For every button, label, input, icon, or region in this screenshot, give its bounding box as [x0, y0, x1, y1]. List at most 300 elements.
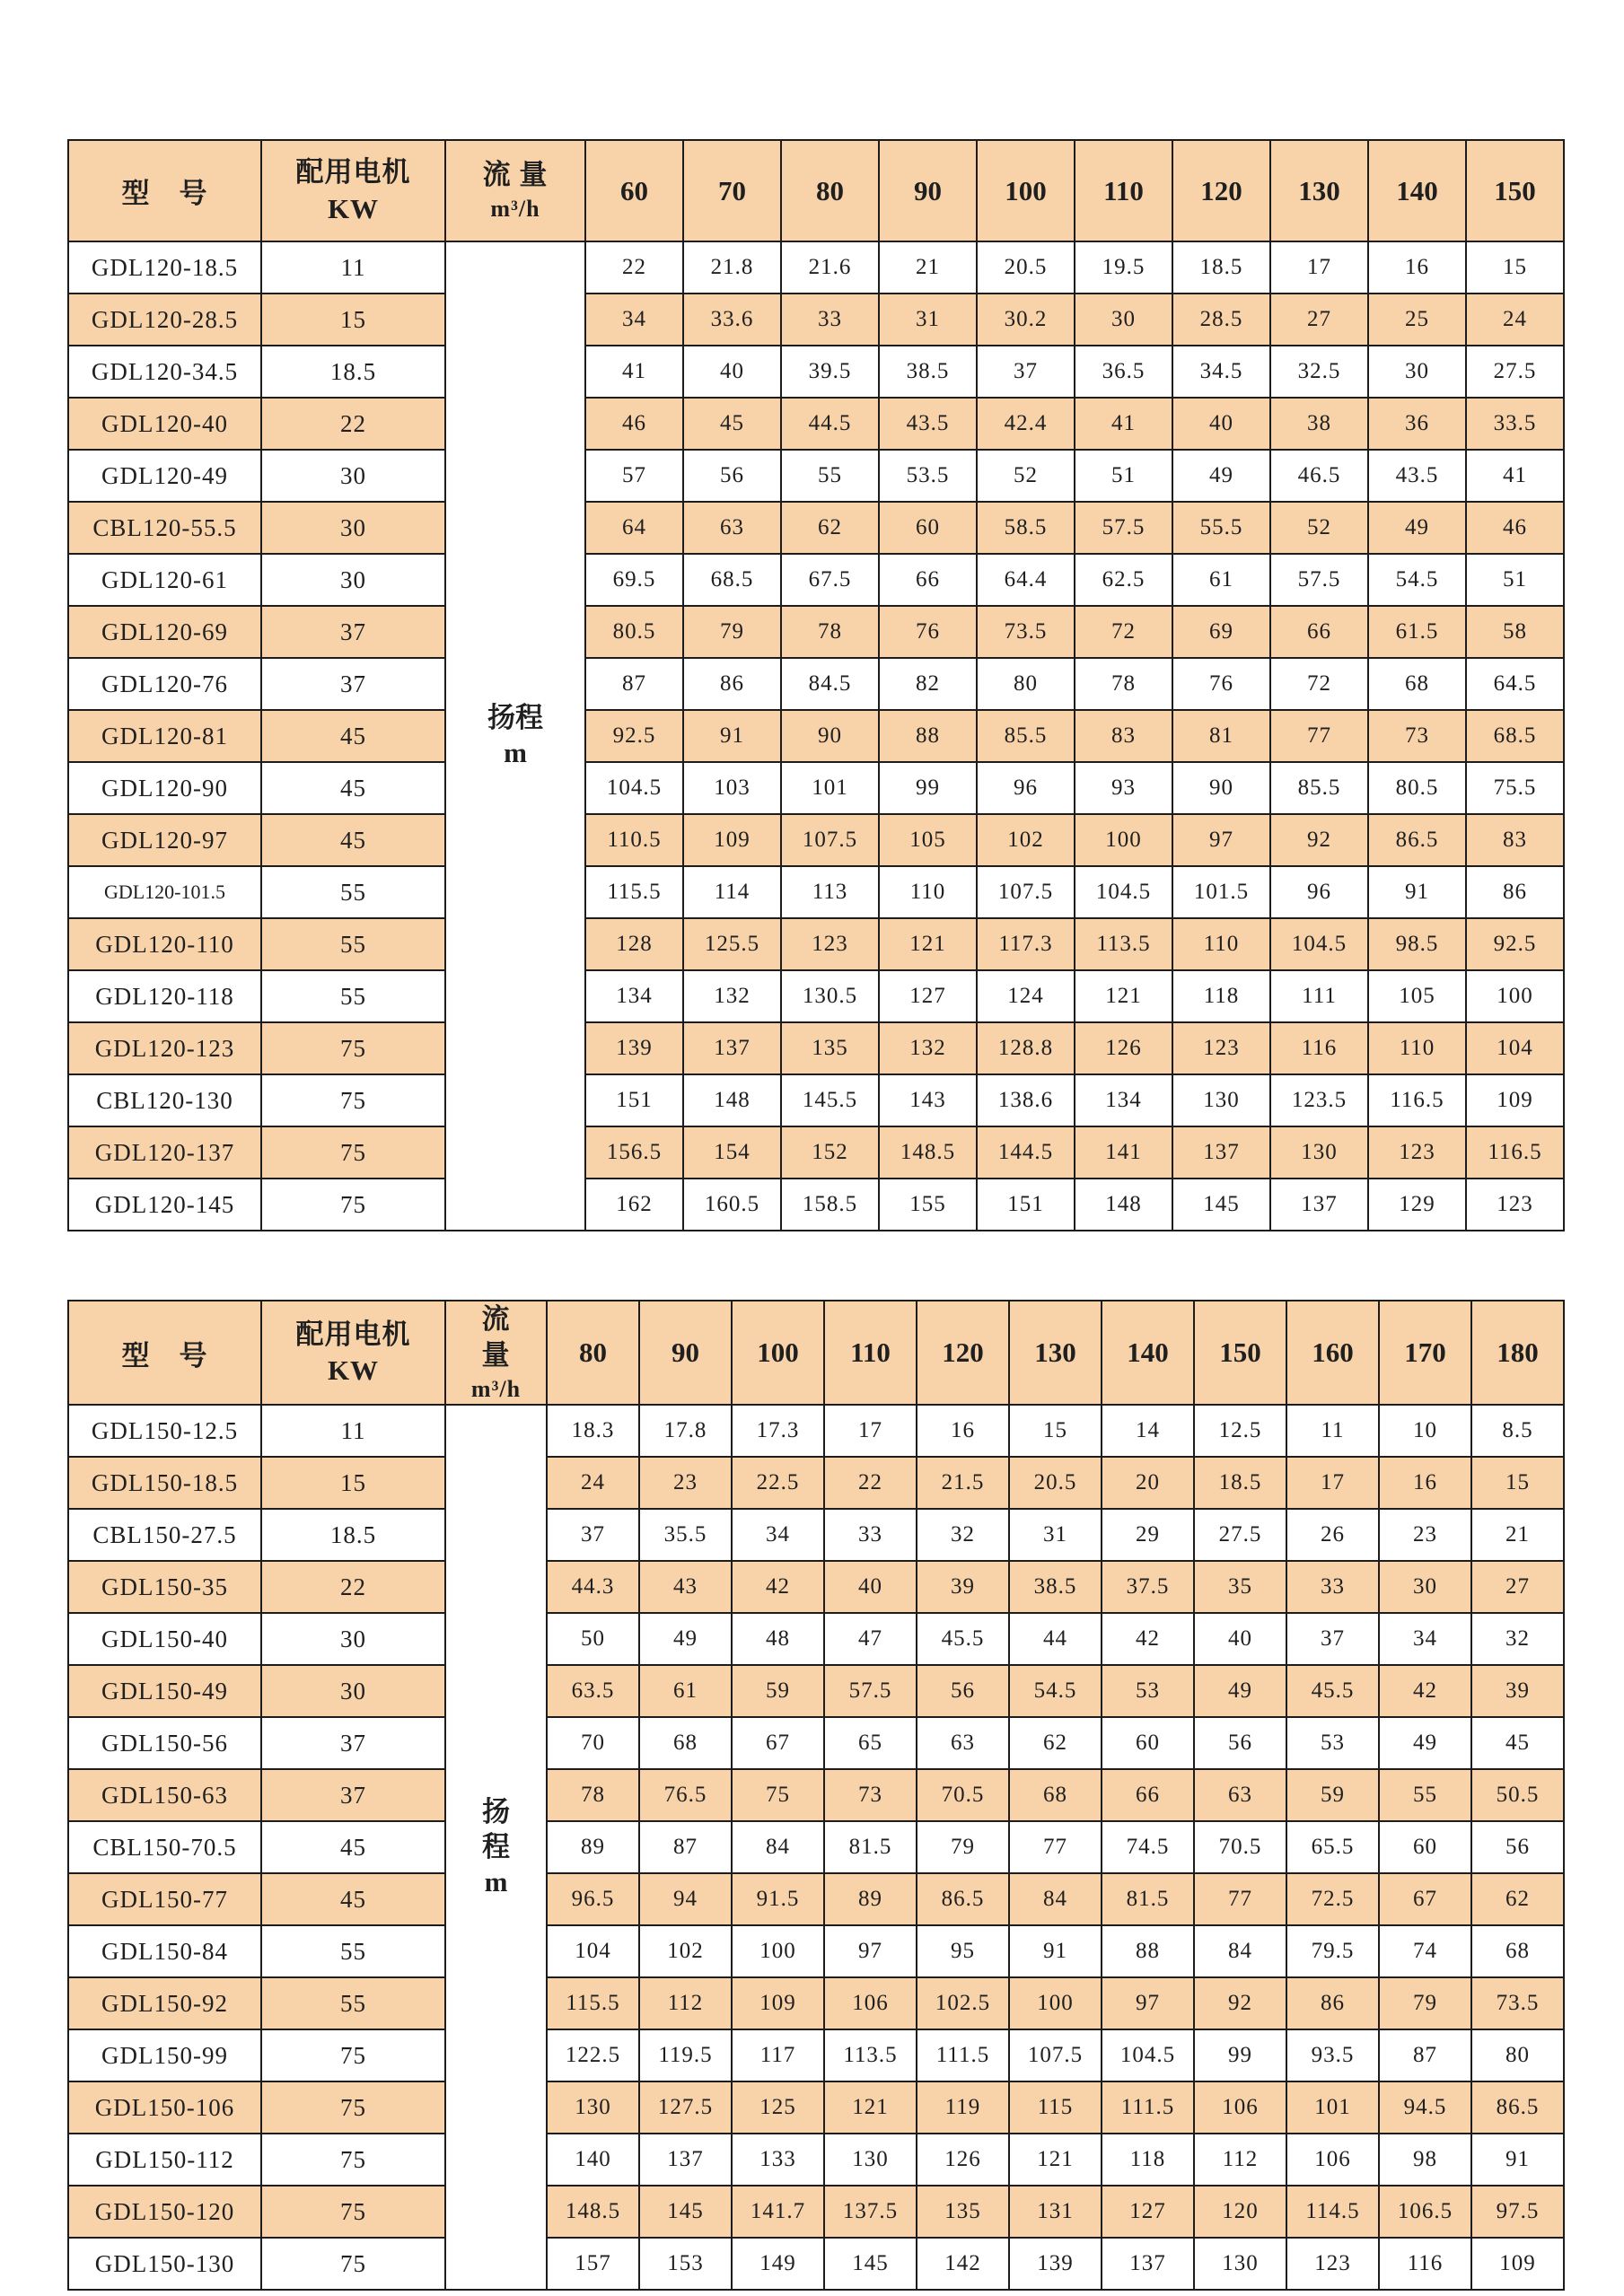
head-value-cell: 130 — [547, 2081, 639, 2134]
head-value-cell: 98.5 — [1368, 918, 1466, 970]
head-value-cell: 113.5 — [1075, 918, 1172, 970]
head-value-cell: 110 — [879, 866, 977, 918]
head-value-cell: 123 — [1286, 2238, 1379, 2290]
head-value-cell: 79 — [683, 606, 781, 658]
head-value-cell: 41 — [585, 346, 683, 398]
head-value-cell: 135 — [781, 1022, 879, 1074]
head-value-cell: 63 — [917, 1717, 1009, 1769]
head-value-cell: 49 — [1368, 502, 1466, 554]
head-value-cell: 104.5 — [1102, 2029, 1194, 2081]
head-value-cell: 16 — [1379, 1457, 1471, 1509]
motor-kw-cell: 30 — [261, 450, 445, 502]
model-cell: GDL120-81 — [68, 710, 261, 762]
model-cell: GDL150-77 — [68, 1873, 261, 1925]
head-value-cell: 83 — [1075, 710, 1172, 762]
head-value-cell: 73 — [824, 1769, 917, 1821]
head-value-cell: 57.5 — [1270, 554, 1368, 606]
head-value-cell: 92 — [1194, 1977, 1286, 2029]
flow-column-header-cell: 130 — [1270, 140, 1368, 241]
head-value-cell: 40 — [1172, 398, 1270, 450]
head-value-cell: 42 — [732, 1561, 824, 1613]
head-value-cell: 87 — [639, 1821, 732, 1873]
head-value-cell: 36 — [1368, 398, 1466, 450]
head-value-cell: 11 — [1286, 1405, 1379, 1457]
table-row — [68, 2186, 1564, 2238]
head-value-cell: 85.5 — [977, 710, 1075, 762]
motor-kw-cell: 22 — [261, 1561, 445, 1613]
head-unit-cell-line: 扬程 — [487, 702, 543, 734]
head-value-cell: 72 — [1270, 658, 1368, 710]
head-value-cell: 127.5 — [639, 2081, 732, 2134]
head-value-cell: 121 — [879, 918, 977, 970]
head-value-cell: 72 — [1075, 606, 1172, 658]
head-value-cell: 93 — [1075, 762, 1172, 814]
head-value-cell: 109 — [1471, 2238, 1564, 2290]
motor-kw-cell: 55 — [261, 918, 445, 970]
head-value-cell: 51 — [1466, 554, 1564, 606]
head-value-cell: 17.8 — [639, 1405, 732, 1457]
head-value-cell: 86 — [1466, 866, 1564, 918]
head-value-cell: 16 — [917, 1405, 1009, 1457]
model-cell: GDL150-106 — [68, 2081, 261, 2134]
head-value-cell: 53.5 — [879, 450, 977, 502]
head-value-cell: 39 — [917, 1561, 1009, 1613]
head-value-cell: 131 — [1009, 2186, 1102, 2238]
head-value-cell: 107.5 — [977, 866, 1075, 918]
head-value-cell: 99 — [879, 762, 977, 814]
head-value-cell: 86.5 — [1368, 814, 1466, 866]
table-row — [68, 2238, 1564, 2290]
head-value-cell: 92.5 — [585, 710, 683, 762]
head-value-cell: 68 — [639, 1717, 732, 1769]
head-value-cell: 111.5 — [917, 2029, 1009, 2081]
model-cell: GDL150-84 — [68, 1925, 261, 1977]
head-value-cell: 55.5 — [1172, 502, 1270, 554]
head-value-cell: 128.8 — [977, 1022, 1075, 1074]
head-value-cell: 68.5 — [1466, 710, 1564, 762]
head-value-cell: 149 — [732, 2238, 824, 2290]
head-value-cell: 121 — [1075, 970, 1172, 1022]
head-value-cell: 92 — [1270, 814, 1368, 866]
head-value-cell: 145 — [639, 2186, 732, 2238]
model-cell: GDL120-69 — [68, 606, 261, 658]
head-value-cell: 56 — [683, 450, 781, 502]
head-value-cell: 132 — [879, 1022, 977, 1074]
head-value-cell: 73 — [1368, 710, 1466, 762]
head-value-cell: 64.4 — [977, 554, 1075, 606]
head-value-cell: 96.5 — [547, 1873, 639, 1925]
head-value-cell: 26 — [1286, 1509, 1379, 1561]
table-row — [68, 1821, 1564, 1873]
head-value-cell: 78 — [547, 1769, 639, 1821]
head-value-cell: 22 — [585, 241, 683, 294]
head-value-cell: 116 — [1379, 2238, 1471, 2290]
head-value-cell: 43.5 — [879, 398, 977, 450]
model-cell: GDL120-61 — [68, 554, 261, 606]
head-value-cell: 88 — [1102, 1925, 1194, 1977]
head-value-cell: 123 — [1368, 1126, 1466, 1179]
model-cell: GDL120-123 — [68, 1022, 261, 1074]
head-value-cell: 127 — [879, 970, 977, 1022]
flow-column-header-cell: 60 — [585, 140, 683, 241]
head-value-cell: 145.5 — [781, 1074, 879, 1126]
head-value-cell: 39.5 — [781, 346, 879, 398]
motor-kw-cell: 30 — [261, 554, 445, 606]
head-value-cell: 145 — [824, 2238, 917, 2290]
motor-kw-cell: 45 — [261, 814, 445, 866]
head-value-cell: 38.5 — [879, 346, 977, 398]
head-value-cell: 80 — [1471, 2029, 1564, 2081]
head-value-cell: 158.5 — [781, 1179, 879, 1231]
head-value-cell: 35.5 — [639, 1509, 732, 1561]
head-value-cell: 148 — [683, 1074, 781, 1126]
head-value-cell: 68.5 — [683, 554, 781, 606]
head-value-cell: 95 — [917, 1925, 1009, 1977]
head-value-cell: 76 — [879, 606, 977, 658]
head-value-cell: 115.5 — [585, 866, 683, 918]
head-value-cell: 118 — [1172, 970, 1270, 1022]
head-value-cell: 27.5 — [1466, 346, 1564, 398]
head-value-cell: 139 — [1009, 2238, 1102, 2290]
flow-rate-header-cell-line: m³/h — [490, 195, 540, 222]
table-row — [68, 398, 1564, 450]
model-cell: GDL120-18.5 — [68, 241, 261, 294]
head-value-cell: 162 — [585, 1179, 683, 1231]
head-value-cell: 127 — [1102, 2186, 1194, 2238]
head-value-cell: 84 — [732, 1821, 824, 1873]
head-value-cell: 40 — [683, 346, 781, 398]
head-value-cell: 151 — [977, 1179, 1075, 1231]
head-value-cell: 130 — [1270, 1126, 1368, 1179]
motor-kw-cell: 55 — [261, 866, 445, 918]
table-row — [68, 1022, 1564, 1074]
head-value-cell: 94 — [639, 1873, 732, 1925]
head-value-cell: 134 — [1075, 1074, 1172, 1126]
head-value-cell: 72.5 — [1286, 1873, 1379, 1925]
head-value-cell: 97.5 — [1471, 2186, 1564, 2238]
head-value-cell: 80.5 — [585, 606, 683, 658]
head-value-cell: 34 — [1379, 1613, 1471, 1665]
head-value-cell: 56 — [1194, 1717, 1286, 1769]
gdl120-pump-table — [67, 139, 1565, 1231]
head-value-cell: 112 — [1194, 2134, 1286, 2186]
head-value-cell: 145 — [1172, 1179, 1270, 1231]
head-value-cell: 50 — [547, 1613, 639, 1665]
head-value-cell: 54.5 — [1368, 554, 1466, 606]
head-unit-cell — [445, 1405, 547, 2290]
model-cell: GDL150-130 — [68, 2238, 261, 2290]
head-value-cell: 34.5 — [1172, 346, 1270, 398]
head-value-cell: 15 — [1009, 1405, 1102, 1457]
head-value-cell: 128 — [585, 918, 683, 970]
motor-kw-cell: 30 — [261, 502, 445, 554]
head-value-cell: 132 — [683, 970, 781, 1022]
head-value-cell: 74.5 — [1102, 1821, 1194, 1873]
head-value-cell: 82 — [879, 658, 977, 710]
flow-column-header-cell: 150 — [1194, 1301, 1286, 1405]
flow-rate-header-cell-line: m³/h — [470, 1375, 522, 1402]
head-value-cell: 63 — [683, 502, 781, 554]
head-value-cell: 137 — [1172, 1126, 1270, 1179]
head-value-cell: 104.5 — [1270, 918, 1368, 970]
model-cell: GDL150-56 — [68, 1717, 261, 1769]
head-value-cell: 31 — [1009, 1509, 1102, 1561]
head-value-cell: 143 — [879, 1074, 977, 1126]
head-value-cell: 29 — [1102, 1509, 1194, 1561]
motor-power-header-cell-line: KW — [327, 192, 380, 224]
head-value-cell: 43 — [639, 1561, 732, 1613]
table-row — [68, 658, 1564, 710]
head-value-cell: 79 — [1379, 1977, 1471, 2029]
motor-kw-cell: 11 — [261, 241, 445, 294]
head-value-cell: 126 — [917, 2134, 1009, 2186]
head-value-cell: 60 — [1102, 1717, 1194, 1769]
head-value-cell: 81 — [1172, 710, 1270, 762]
model-cell: CBL150-27.5 — [68, 1509, 261, 1561]
head-value-cell: 91 — [1368, 866, 1466, 918]
flow-column-header-cell: 100 — [977, 140, 1075, 241]
head-value-cell: 32 — [1471, 1613, 1564, 1665]
model-cell: GDL120-34.5 — [68, 346, 261, 398]
head-value-cell: 109 — [683, 814, 781, 866]
head-unit-cell-line: m — [504, 737, 527, 768]
head-value-cell: 69.5 — [585, 554, 683, 606]
motor-kw-cell: 45 — [261, 710, 445, 762]
head-value-cell: 101 — [781, 762, 879, 814]
head-value-cell: 100 — [732, 1925, 824, 1977]
head-value-cell: 79.5 — [1286, 1925, 1379, 1977]
head-value-cell: 87 — [1379, 2029, 1471, 2081]
head-value-cell: 57 — [585, 450, 683, 502]
head-value-cell: 94.5 — [1379, 2081, 1471, 2134]
head-unit-cell-line: 程 — [482, 1831, 510, 1863]
head-value-cell: 68 — [1471, 1925, 1564, 1977]
head-value-cell: 46 — [585, 398, 683, 450]
table-row — [68, 554, 1564, 606]
flow-column-header-cell: 130 — [1009, 1301, 1102, 1405]
motor-kw-cell: 11 — [261, 1405, 445, 1457]
table-row — [68, 1457, 1564, 1509]
head-value-cell: 121 — [1009, 2134, 1102, 2186]
head-value-cell: 36.5 — [1075, 346, 1172, 398]
head-value-cell: 91.5 — [732, 1873, 824, 1925]
head-value-cell: 22.5 — [732, 1457, 824, 1509]
head-value-cell: 115 — [1009, 2081, 1102, 2134]
head-value-cell: 144.5 — [977, 1126, 1075, 1179]
head-value-cell: 25 — [1368, 294, 1466, 346]
model-cell: CBL120-130 — [68, 1074, 261, 1126]
head-value-cell: 117.3 — [977, 918, 1075, 970]
head-value-cell: 12.5 — [1194, 1405, 1286, 1457]
head-value-cell: 91 — [1009, 1925, 1102, 1977]
head-value-cell: 52 — [977, 450, 1075, 502]
model-cell: GDL120-101.5 — [68, 866, 261, 918]
head-value-cell: 109 — [1466, 1074, 1564, 1126]
table-row — [68, 606, 1564, 658]
motor-kw-cell: 75 — [261, 1022, 445, 1074]
table-row — [68, 710, 1564, 762]
head-value-cell: 84 — [1009, 1873, 1102, 1925]
head-value-cell: 49 — [639, 1613, 732, 1665]
head-value-cell: 33 — [781, 294, 879, 346]
table-row — [68, 241, 1564, 294]
head-value-cell: 66 — [879, 554, 977, 606]
head-value-cell: 20.5 — [977, 241, 1075, 294]
head-value-cell: 148.5 — [879, 1126, 977, 1179]
head-value-cell: 88 — [879, 710, 977, 762]
head-value-cell: 45 — [1471, 1717, 1564, 1769]
head-value-cell: 22 — [824, 1457, 917, 1509]
head-value-cell: 49 — [1194, 1665, 1286, 1717]
head-value-cell: 141.7 — [732, 2186, 824, 2238]
head-value-cell: 99 — [1194, 2029, 1286, 2081]
head-value-cell: 102.5 — [917, 1977, 1009, 2029]
head-value-cell: 114 — [683, 866, 781, 918]
head-value-cell: 27.5 — [1194, 1509, 1286, 1561]
head-unit-cell — [445, 241, 585, 1231]
head-value-cell: 157 — [547, 2238, 639, 2290]
head-value-cell: 17 — [1270, 241, 1368, 294]
head-value-cell: 110 — [1172, 918, 1270, 970]
head-value-cell: 137 — [1102, 2238, 1194, 2290]
flow-column-header-cell: 170 — [1379, 1301, 1471, 1405]
head-value-cell: 39 — [1471, 1665, 1564, 1717]
flow-rate-header-cell-line: 流 量 — [482, 159, 549, 191]
head-value-cell: 62 — [1009, 1717, 1102, 1769]
head-value-cell: 15 — [1466, 241, 1564, 294]
head-value-cell: 105 — [879, 814, 977, 866]
head-value-cell: 106 — [824, 1977, 917, 2029]
head-value-cell: 126 — [1075, 1022, 1172, 1074]
head-value-cell: 19.5 — [1075, 241, 1172, 294]
table-row — [68, 294, 1564, 346]
head-value-cell: 84.5 — [781, 658, 879, 710]
head-value-cell: 10 — [1379, 1405, 1471, 1457]
motor-kw-cell: 30 — [261, 1613, 445, 1665]
head-value-cell: 70 — [547, 1717, 639, 1769]
head-value-cell: 73.5 — [1471, 1977, 1564, 2029]
head-value-cell: 130 — [1194, 2238, 1286, 2290]
flow-column-header-cell: 180 — [1471, 1301, 1564, 1405]
table-row — [68, 1561, 1564, 1613]
gdl150-header-row — [68, 1301, 1564, 1405]
motor-kw-cell: 75 — [261, 2238, 445, 2290]
head-value-cell: 154 — [683, 1126, 781, 1179]
flow-rate-header-cell — [445, 1301, 547, 1405]
head-value-cell: 42.4 — [977, 398, 1075, 450]
head-value-cell: 148 — [1075, 1179, 1172, 1231]
gdl120-body — [68, 241, 1564, 1231]
head-value-cell: 75 — [732, 1769, 824, 1821]
head-value-cell: 15 — [1471, 1457, 1564, 1509]
head-value-cell: 97 — [824, 1925, 917, 1977]
table-row — [68, 1925, 1564, 1977]
head-value-cell: 89 — [824, 1873, 917, 1925]
head-value-cell: 91 — [683, 710, 781, 762]
flow-column-header-cell: 80 — [547, 1301, 639, 1405]
table-row — [68, 2134, 1564, 2186]
head-value-cell: 106 — [1286, 2134, 1379, 2186]
table-row — [68, 2081, 1564, 2134]
motor-kw-cell: 37 — [261, 1717, 445, 1769]
head-value-cell: 66 — [1270, 606, 1368, 658]
motor-kw-cell: 22 — [261, 398, 445, 450]
head-value-cell: 106.5 — [1379, 2186, 1471, 2238]
head-value-cell: 33 — [1286, 1561, 1379, 1613]
head-value-cell: 105 — [1368, 970, 1466, 1022]
head-unit-cell-line: 扬 — [482, 1796, 510, 1828]
head-value-cell: 30 — [1368, 346, 1466, 398]
model-cell: GDL150-12.5 — [68, 1405, 261, 1457]
head-value-cell: 46 — [1466, 502, 1564, 554]
flow-column-header-cell: 70 — [683, 140, 781, 241]
head-value-cell: 44.3 — [547, 1561, 639, 1613]
head-value-cell: 51 — [1075, 450, 1172, 502]
motor-kw-cell: 55 — [261, 970, 445, 1022]
gdl120-header-row — [68, 140, 1564, 241]
motor-kw-cell: 55 — [261, 1925, 445, 1977]
table-row — [68, 1405, 1564, 1457]
flow-column-header-cell: 90 — [879, 140, 977, 241]
head-value-cell: 20.5 — [1009, 1457, 1102, 1509]
head-value-cell: 104 — [1466, 1022, 1564, 1074]
head-value-cell: 68 — [1009, 1769, 1102, 1821]
head-value-cell: 21 — [879, 241, 977, 294]
model-cell: GDL150-120 — [68, 2186, 261, 2238]
flow-column-header-cell: 110 — [1075, 140, 1172, 241]
head-value-cell: 111 — [1270, 970, 1368, 1022]
flow-rate-header-cell-line: 量 — [481, 1339, 511, 1371]
head-value-cell: 120 — [1194, 2186, 1286, 2238]
motor-kw-cell: 37 — [261, 1769, 445, 1821]
motor-kw-cell: 15 — [261, 1457, 445, 1509]
model-cell: GDL150-49 — [68, 1665, 261, 1717]
head-value-cell: 64 — [585, 502, 683, 554]
head-value-cell: 58.5 — [977, 502, 1075, 554]
motor-kw-cell: 55 — [261, 1977, 445, 2029]
head-value-cell: 30.2 — [977, 294, 1075, 346]
head-value-cell: 44 — [1009, 1613, 1102, 1665]
head-value-cell: 119.5 — [639, 2029, 732, 2081]
flow-column-header-cell: 140 — [1368, 140, 1466, 241]
motor-kw-cell: 75 — [261, 2029, 445, 2081]
head-value-cell: 48 — [732, 1613, 824, 1665]
head-value-cell: 130.5 — [781, 970, 879, 1022]
head-value-cell: 37 — [977, 346, 1075, 398]
head-value-cell: 125.5 — [683, 918, 781, 970]
model-cell: GDL150-18.5 — [68, 1457, 261, 1509]
gdl150-body — [68, 1405, 1564, 2290]
head-value-cell: 107.5 — [1009, 2029, 1102, 2081]
model-cell: GDL120-49 — [68, 450, 261, 502]
table-row — [68, 502, 1564, 554]
head-value-cell: 65.5 — [1286, 1821, 1379, 1873]
head-value-cell: 92.5 — [1466, 918, 1564, 970]
head-value-cell: 61 — [639, 1665, 732, 1717]
table-row — [68, 346, 1564, 398]
head-value-cell: 37 — [547, 1509, 639, 1561]
head-value-cell: 85.5 — [1270, 762, 1368, 814]
model-cell: GDL150-40 — [68, 1613, 261, 1665]
head-value-cell: 67.5 — [781, 554, 879, 606]
head-value-cell: 42 — [1102, 1613, 1194, 1665]
flow-rate-header-cell-line: 流 — [481, 1303, 511, 1335]
head-value-cell: 60 — [879, 502, 977, 554]
model-cell: GDL120-76 — [68, 658, 261, 710]
model-cell: GDL150-63 — [68, 1769, 261, 1821]
head-value-cell: 97 — [1102, 1977, 1194, 2029]
head-value-cell: 55 — [781, 450, 879, 502]
